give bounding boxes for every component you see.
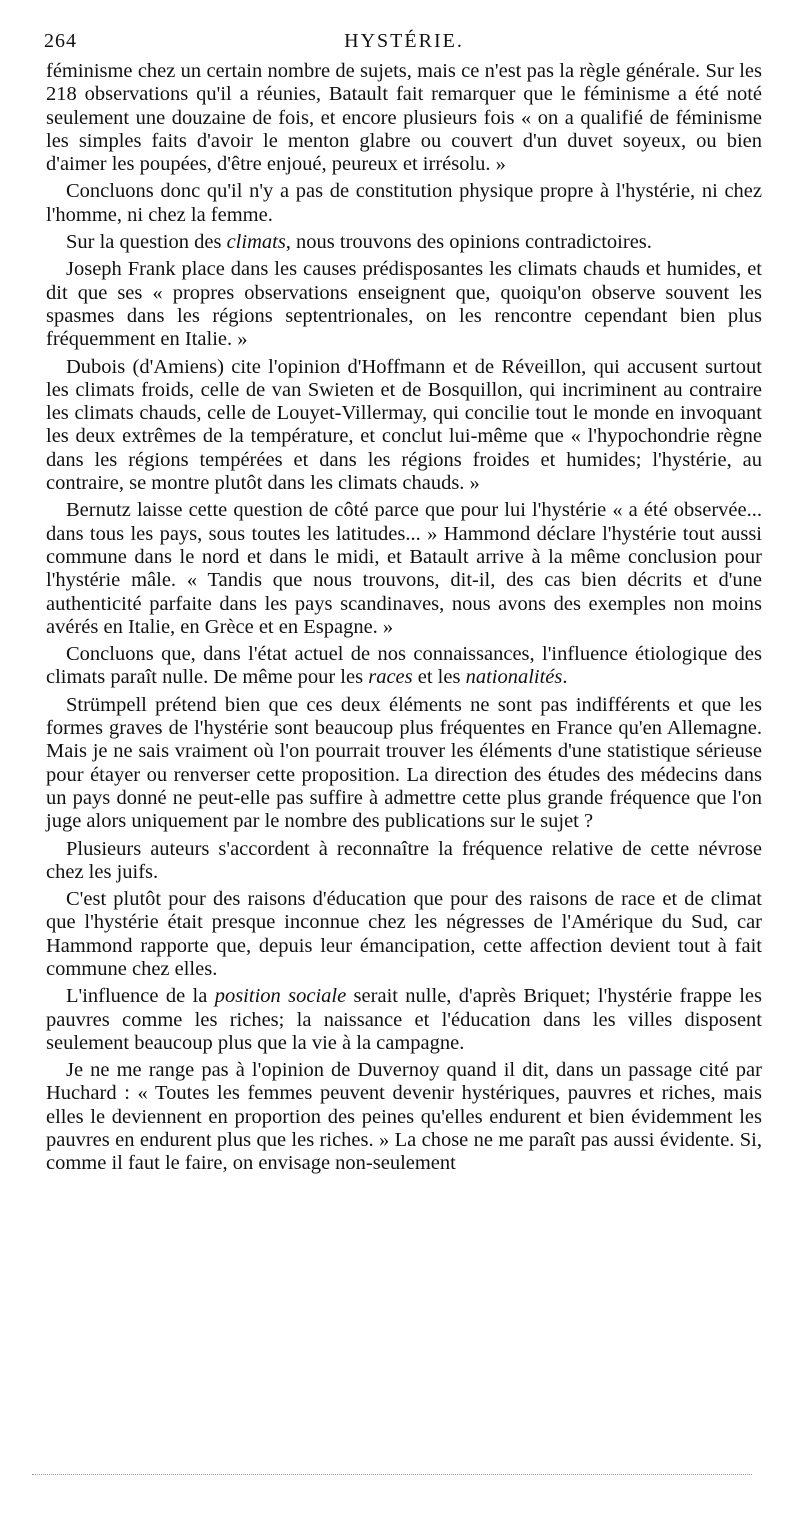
paragraph-3 bbox=[46, 231, 762, 254]
paragraph-text: Bernutz laisse cette question de côté parce que pour lui l'hystérie « a été observée... dans tous les pays, sous toutes les latitudes... » Hammond déclare l'hystérie tout aussi commune dans le nord et dans le midi, et Batault arrive à la même conclusion pour l'hystérie mâle. « Tandis que nous trouvons, dit-il, des cas bien décrits et d'une authenticité parfaite dans les pays scandinaves, nous avons des exemples non moins avérés en Italie, en Grèce et en Espagne. » bbox=[46, 499, 762, 638]
italic-term-nationalites: nationalités bbox=[465, 666, 563, 689]
paragraph-text: Je ne me range pas à l'opinion de Duvernoy quand il dit, dans un passage cité par Huchard : « Toutes les femmes peuvent devenir hystériques, pauvres et riches, mais elles le deviennent en proportion des peines qu'elles endurent et bien évidemment les pauvres en endurent plus que les riches. » La chose ne me paraît pas aussi évidente. Si, comme il faut le faire, on envisage non-seulement bbox=[46, 1059, 762, 1175]
italic-term-position-sociale: position sociale bbox=[214, 985, 347, 1008]
paragraph-text: . bbox=[562, 666, 568, 689]
paragraph-7 bbox=[46, 643, 762, 690]
paragraph-5 bbox=[46, 356, 762, 496]
running-header bbox=[46, 30, 762, 60]
paragraph-text: C'est plutôt pour des raisons d'éducation que pour des raisons de race et de climat que l'hystérie était presque inconnue chez les négresses de l'Amérique du Sud, car Hammond rapporte que, depuis leur émancipation, cette affection devient tout à fait commune chez elles. bbox=[46, 888, 762, 980]
paragraph-4 bbox=[46, 258, 762, 351]
paragraph-text: Dubois (d'Amiens) cite l'opinion d'Hoffmann et de Réveillon, qui accusent surtout les climats froids, celle de van Swieten et de Bosquillon, qui incriminent au contraire les climats chauds, celle de Louyet-Villermay, qui concilie tout le monde en invoquant les deux extrêmes de la température, et conclut lui-même que « l'hypochondrie règne dans les régions tempérées et dans les régions froides et humides; l'hystérie, au contraire, se montre plutôt dans les climats chauds. » bbox=[46, 355, 762, 495]
italic-term-races: races bbox=[368, 666, 413, 689]
paragraph-text: Joseph Frank place dans les causes prédisposantes les climats chauds et humides, et dit que ses « propres observations enseignent que, quoiqu'on observe souvent les spasmes dans les régions septentrionales, on les rencontre cependant bien plus fréquemment en Italie. » bbox=[46, 258, 762, 351]
paragraph-text: Plusieurs auteurs s'accordent à reconnaître la fréquence relative de cette névrose chez les juifs. bbox=[46, 837, 762, 883]
paragraph-11 bbox=[46, 985, 762, 1055]
paragraph-text: serait nulle, d'après Briquet; l'hystérie frappe les pauvres comme les riches; la naissance et l'éducation dans les villes disposent seulement beaucoup plus que la vie à la campagne. bbox=[46, 985, 763, 1054]
paragraph-12 bbox=[46, 1059, 762, 1175]
paragraph-text: Sur la question des bbox=[66, 231, 227, 254]
paragraph-2 bbox=[46, 180, 762, 227]
running-title: HYSTÉRIE. bbox=[344, 30, 464, 52]
paragraph-text: féminisme chez un certain nombre de sujets, mais ce n'est pas la règle générale. Sur les 218 observations qu'il a réunies, Batault fait remarquer que le féminisme a été noté seulement une douzaine de fois, et encore plusieurs fois « on a qualifié de féminisme les simples faits d'avoir le menton glabre ou couvert d'un duvet soyeux, ou bien d'aimer les poupées, d'être enjoué, peureux et irrésolu. » bbox=[46, 60, 762, 176]
italic-term-climats: climats bbox=[226, 231, 286, 254]
paragraph-text: Strümpell prétend bien que ces deux éléments ne sont pas indifférents et que les formes graves de l'hystérie sont beaucoup plus fréquentes en France qu'en Allemagne. Mais je ne sais vraiment où l'on pourrait trouver les éléments d'une statistique sérieuse pour étayer ou renverser cette proposition. La direction des études des médecins dans un pays donné ne peut-elle pas suffire à admettre cette plus grande fréquence que l'on juge alors uniquement par le nombre des publications sur le sujet ? bbox=[46, 693, 762, 833]
paragraph-10 bbox=[46, 888, 762, 981]
paragraph-1 bbox=[46, 60, 762, 176]
paragraph-text: Concluons donc qu'il n'y a pas de constitution physique propre à l'hystérie, ni chez l'homme, ni chez la femme. bbox=[46, 180, 762, 226]
paragraph-6 bbox=[46, 499, 762, 639]
paragraph-8 bbox=[46, 694, 762, 834]
page-number: 264 bbox=[44, 30, 77, 52]
footer-divider bbox=[32, 1474, 752, 1475]
paragraph-text: Concluons que, dans l'état actuel de nos connaissances, l'influence étiologique des climats paraît nulle. De même pour les bbox=[46, 643, 762, 689]
body-text bbox=[46, 60, 762, 1176]
book-page bbox=[46, 30, 762, 1180]
paragraph-text: et les bbox=[412, 666, 466, 689]
paragraph-9 bbox=[46, 838, 762, 885]
paragraph-text: , nous trouvons des opinions contradictoires. bbox=[285, 231, 652, 254]
paragraph-text: L'influence de la bbox=[66, 985, 215, 1008]
